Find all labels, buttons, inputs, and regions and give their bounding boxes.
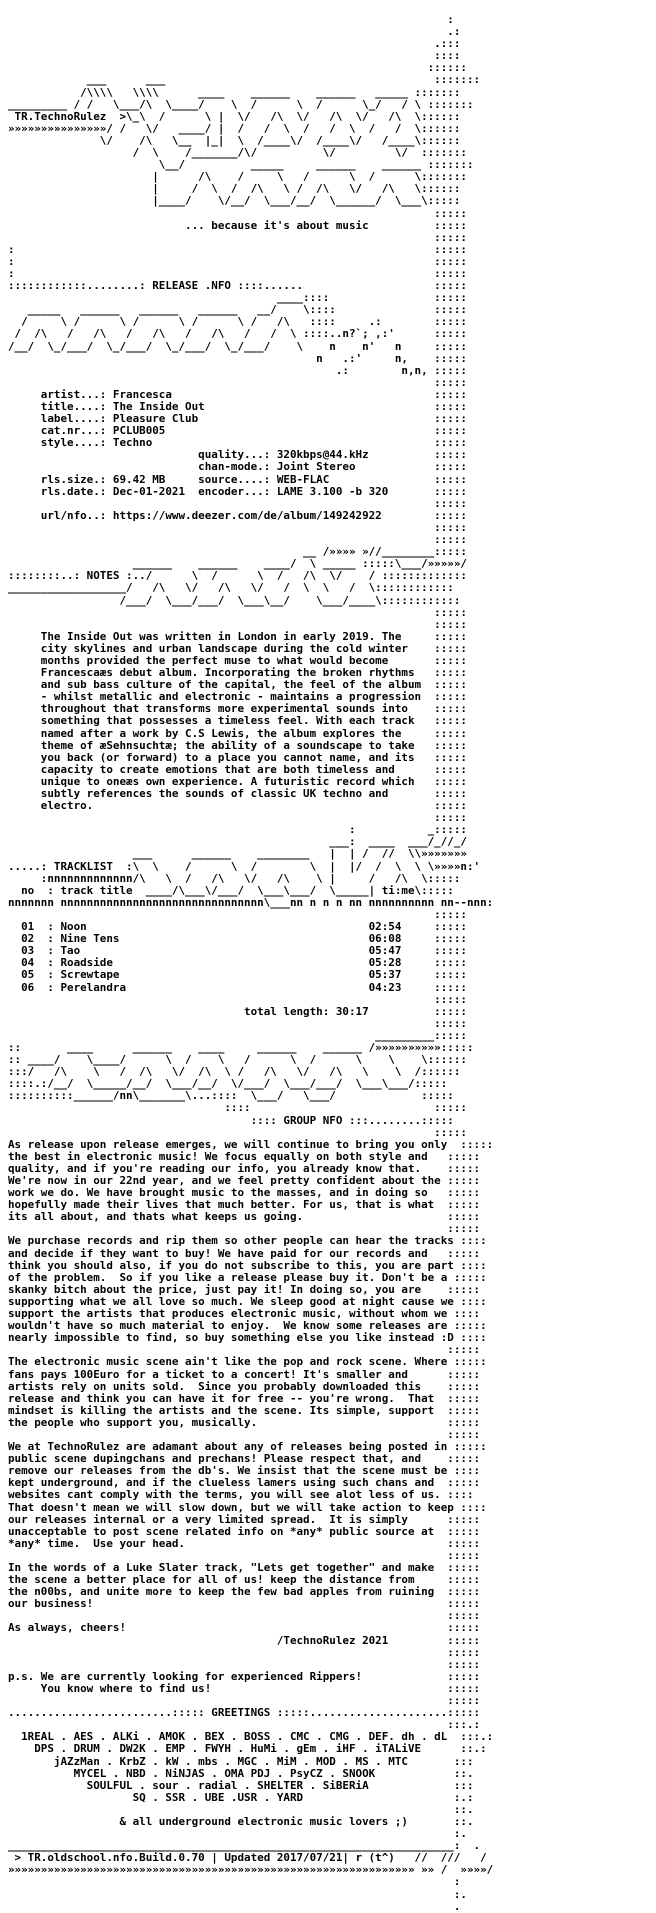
nfo-line: capacity to create emotions that are both timeless and ::::: — [8, 762, 467, 776]
nfo-line: ___ ______ ________ | | / // \\»»»»»»» — [8, 847, 467, 861]
nfo-line: ::::: — [8, 375, 467, 389]
nfo-line: our business! ::::: — [8, 1597, 481, 1611]
nfo-line: ::::: — [8, 496, 467, 510]
nfo-line: title....: The Inside Out ::::: — [8, 400, 467, 413]
nfo-line: 01 : Noon 02:54 ::::: — [8, 920, 467, 934]
nfo-line: hopefully made their lives that much better. For us, that is what ::::: — [8, 1198, 481, 1212]
nfo-line: TR.TechnoRulez >\_\ / \ | \/ /\ \/ /\ \/ /\ \:::::: — [8, 109, 461, 123]
nfo-line: jAZzMan . KrbZ . kW . mbs . MGC . MiM . MOD . MS . MTC ::: — [8, 1754, 474, 1768]
nfo-line: the n00bs, and unite more to keep the few bad apples from ruining ::::: — [8, 1585, 481, 1599]
nfo-line: ::::: — [8, 811, 467, 825]
nfo-line: : _::::: — [8, 823, 467, 837]
nfo-line: cat.nr...: PCLUB005 ::::: — [8, 424, 467, 438]
nfo-line: ::::: — [8, 1694, 481, 1708]
nfo-line: nearly impossible to find, so buy something else you like instead :D :::: — [8, 1331, 487, 1345]
nfo-line: .: — [8, 25, 461, 39]
nfo-line: MYCEL . NBD . NiNJAS . OMA PDJ . PsyCZ . SNOOK ::. — [8, 1766, 474, 1780]
nfo-line: ::::: — [8, 1125, 467, 1139]
nfo-line: chan-mode.: Joint Stereo ::::: — [8, 460, 467, 474]
nfo-line: : ::::: — [8, 242, 467, 256]
nfo-line: public scene dupingchans and prechans! Please respect that, and ::::: — [8, 1452, 481, 1466]
nfo-line: Francescaæs debut album. Incorporating the broken rhythms ::::: — [8, 666, 467, 680]
nfo-line: :::: ::::: — [8, 1101, 467, 1115]
nfo-line: As release upon release emerges, we will continue to bring you only ::::: — [8, 1137, 494, 1151]
nfo-line: \__/ _____ ______ ______ ::::::: — [8, 158, 474, 172]
nfo-line: fans pays 100Euro for a ticket to a concert! It's smaller and ::::: — [8, 1367, 481, 1381]
nfo-line: ::::.:/__/ \_____/__/ \___/__/ \/___/ \___/___/ \___\___/::::: — [8, 1077, 448, 1091]
nfo-line: total length: 30:17 ::::: — [8, 1004, 467, 1018]
nfo-line: ::::: — [8, 1222, 481, 1236]
nfo-line: support the artists that produces electronic music, without whom we :::: — [8, 1307, 481, 1321]
nfo-line: 03 : Tao 05:47 ::::: — [8, 944, 467, 958]
nfo-line: :: ____ ______ ____ ______ ______ /»»»»»»»»»»::::: — [8, 1040, 474, 1054]
nfo-line: ::::::::::______/nn\_______\...:::: \___/ \___/ ::::: — [8, 1089, 454, 1103]
nfo-line: quality, and if you're reading our info, you already know that. ::::: — [8, 1161, 481, 1175]
nfo-line: our releases internal or a very limited spread. It is simply ::::: — [8, 1512, 481, 1526]
nfo-line: / \ /_______/\/ \/ \/ ::::::: — [8, 146, 467, 160]
nfo-line: and decide if they want to buy! We have paid for our records and ::::: — [8, 1246, 481, 1260]
nfo-line: : ::::: — [8, 254, 467, 268]
nfo-line: named after a work by C.S Lewis, the album explores the ::::: — [8, 726, 467, 740]
nfo-line: rls.date.: Dec-01-2021 encoder...: LAME 3.100 -b 320 ::::: — [8, 484, 467, 498]
nfo-line: ::::: — [8, 617, 467, 631]
nfo-line: rls.size.: 69.42 MB source....: WEB-FLAC ::::: — [8, 472, 467, 486]
nfo-line: websites cant comply with the terms, you will see alot less of us. :::: — [8, 1488, 474, 1502]
nfo-line: ::::: — [8, 907, 467, 921]
nfo-line: 02 : Nine Tens 06:08 ::::: — [8, 932, 467, 946]
nfo-line: subtly references the sounds of classic UK techno and ::::: — [8, 787, 467, 800]
nfo-line: We're now in our 22nd year, and we feel pretty confident about the ::::: — [8, 1174, 481, 1187]
nfo-line: ___: ____ ___/_//_/ — [8, 835, 467, 849]
nfo-line: :. — [8, 1827, 467, 1841]
nfo-line: ______ ______ ____/ \ _____ :::::\___/»»»»»/ — [8, 557, 467, 571]
nfo-line: :::.: — [8, 1718, 481, 1732]
nfo-line: of the problem. So if you like a release please buy it. Don't be a ::::: — [8, 1270, 487, 1284]
nfo-line: You know where to find us! ::::: — [8, 1681, 481, 1695]
nfo-line: SOULFUL . sour . radial . SHELTER . SiBERiA ::: — [8, 1778, 474, 1792]
nfo-line: supporting what we all love so much. We sleep good at night cause we :::: — [8, 1294, 487, 1308]
nfo-line: the people who support you, musically. ::::: — [8, 1415, 481, 1429]
nfo-line: throughout that transforms more experimental sounds into ::::: — [8, 702, 467, 716]
nfo-line: :. — [8, 1887, 467, 1901]
nfo-line: :::: — [8, 49, 461, 63]
nfo-line: no : track title ____/\___\/___/ \___\___/ \_____| ti:me\::::: — [8, 883, 454, 897]
nfo-line: .: n,n, ::::: — [8, 363, 467, 377]
nfo-line: ::::: — [8, 533, 467, 547]
nfo-line: - whilst metallic and electronic - maintains a progression ::::: — [8, 690, 467, 704]
nfo-line: & all underground electronic music lovers ;) ::. — [8, 1814, 474, 1828]
nfo-line: ::. — [8, 1802, 474, 1816]
nfo-line: __________________/ /\ \/ /\ \/ / \ \ / \:::::::::::: — [8, 581, 454, 595]
nfo-line: .::: — [8, 37, 461, 51]
nfo-line: skanky bitch about the price, just pay it! In doing so, you are ::::: — [8, 1282, 481, 1296]
nfo-line: ::::: — [8, 1645, 481, 1659]
nfo-line: artists rely on units sold. Since you probably downloaded this ::::: — [8, 1379, 481, 1393]
nfo-line: | /\ / \ / \ / \::::::: — [8, 170, 467, 184]
nfo-line: »»»»»»»»»»»»»»»/ / \/ ____/ | / / \ / / \ / / \:::::: — [8, 121, 461, 135]
nfo-line: ::::: — [8, 1548, 481, 1562]
nfo-line: SQ . SSR . UBE .USR . YARD :.: — [8, 1790, 474, 1804]
nfo-line: ... because it's about music ::::: — [8, 218, 467, 232]
nfo-text — [8, 13, 648, 1913]
nfo-line: ::::: — [8, 1343, 481, 1357]
nfo-line: :nnnnnnnnnnnnn/\ \ / /\ \/ /\ \ | / /\ \::::: — [8, 871, 461, 885]
nfo-line: months provided the perfect muse to what would become ::::: — [8, 653, 467, 667]
nfo-line: mindset is killing the artists and the scene. Its simple, support ::::: — [8, 1403, 481, 1417]
nfo-line: ::::: — [8, 520, 467, 534]
nfo-line: The Inside Out was written in London in early 2019. The ::::: — [8, 629, 467, 643]
nfo-line: That doesn't mean we will slow down, but we will take action to keep :::: — [8, 1500, 487, 1514]
nfo-line: and sub bass culture of the capital, the feel of the album ::::: — [8, 678, 467, 692]
nfo-line: the best in electronic music! We focus equally on both style and ::::: — [8, 1149, 481, 1163]
nfo-line: quality...: 320kbps@44.kHz ::::: — [8, 448, 467, 462]
nfo-line: ::::: — [8, 605, 467, 619]
nfo-line: :::::: — [8, 61, 467, 75]
nfo-line: |____/ \/__/ \___/__/ \______/ \___\::::: — [8, 194, 461, 208]
nfo-line: /\\\\ \\\\ ____ ______ ______ _____ ::::::: — [8, 85, 461, 99]
nfo-line: ___ ___ ::::::: — [8, 73, 481, 87]
nfo-line: the scene a better place for all of us! keep the distance from ::::: — [8, 1573, 481, 1587]
nfo-line: / /\ / /\ / /\ / /\ / / \ ::::..n?`; ,:' ::::: — [8, 327, 467, 341]
nfo-line: p.s. We are currently looking for experienced Rippers! ::::: — [8, 1669, 481, 1683]
nfo-line: __ /»»»» »//________::::: — [8, 545, 467, 559]
nfo-line: »»»»»»»»»»»»»»»»»»»»»»»»»»»»»»»»»»»»»»»»»»»»»»»»»»»»»»»»»»»»»» »» / »»»»/ — [8, 1863, 494, 1877]
nfo-line: 1REAL . AES . ALKi . AMOK . BEX . BOSS . CMC . CMG . DEF. dh . dL :::.: — [8, 1730, 494, 1744]
nfo-line: you back (or forward) to a place you cannot name, and its ::::: — [8, 750, 467, 764]
nfo-line: kept underground, and if the clueless lamers using such chans and ::::: — [8, 1476, 481, 1490]
nfo-line: :::/ /\ \ / /\ \/ /\ \ / /\ \/ /\ \ \ /:::::: — [8, 1065, 461, 1079]
nfo-line: ____:::: ::::: — [8, 291, 467, 305]
nfo-line: url/nfo..: https://www.deezer.com/de/album/149242922 ::::: — [8, 508, 467, 522]
nfo-line: unacceptable to post scene related info on *any* public source at ::::: — [8, 1524, 481, 1538]
nfo-line: artist...: Francesca ::::: — [8, 387, 467, 401]
nfo-line: remove our releases from the db's. We insist that the scene must be :::: — [8, 1464, 481, 1478]
nfo-line: : — [8, 1875, 461, 1889]
nfo-line: /__/ \_/___/ \_/___/ \_/___/ \_/___/ \ n n' n ::::: — [8, 339, 467, 353]
nfo-line: ::::: — [8, 1609, 481, 1623]
nfo-line: something that possesses a timeless feel. With each track ::::: — [8, 714, 467, 728]
nfo-line: theme of æSehnsuchtæ; the ability of a soundscape to take ::::: — [8, 738, 467, 752]
nfo-line: /TechnoRulez 2021 ::::: — [8, 1633, 481, 1647]
nfo-line: :: ____/ \____/ \ / \ / \ / \ \ \:::::: — [8, 1053, 467, 1067]
nfo-line: 04 : Roadside 05:28 ::::: — [8, 956, 467, 970]
nfo-line: ____________________________________________________________________: . — [8, 1839, 481, 1853]
nfo-line: / \ / \ / \ / \ / /\ :::: .: ::::: — [8, 315, 467, 329]
nfo-line: *any* time. Use your head. ::::: — [8, 1536, 481, 1550]
nfo-line: We at TechnoRulez are adamant about any of releases being posted in ::::: — [8, 1440, 487, 1454]
nfo-line: ::::: — [8, 206, 467, 220]
nfo-line: electro. ::::: — [8, 799, 467, 813]
nfo-line: ::::: — [8, 992, 467, 1006]
nfo-line: n .:' n, ::::: — [8, 351, 467, 365]
nfo-line: city skylines and urban landscape during the cold winter ::::: — [8, 641, 467, 655]
nfo-line: think you should also, if you do not subscribe to this, you are part :::: — [8, 1258, 487, 1272]
nfo-line: . — [8, 1899, 461, 1913]
nfo-line: ::::: — [8, 1016, 467, 1030]
nfo-line: work we do. We have brought music to the masses, and in doing so ::::: — [8, 1186, 481, 1200]
nfo-line: release and think you can have it for free -- you're wrong. That ::::: — [8, 1391, 481, 1405]
nfo-line: _________ / / \___/\ \____/ \ / \ / \_/ / \ ::::::: — [8, 97, 474, 111]
nfo-line: In the words of a Luke Slater track, "Lets get together" and make ::::: — [8, 1561, 481, 1574]
nfo-line: /___/ \___/___/ \___\__/ \___/____\:::::::::::: — [8, 593, 461, 607]
nfo-line: its all about, and thats what keeps us going. ::::: — [8, 1210, 481, 1224]
nfo-line: .........................::::: GREETINGS :::::.....................::::: — [8, 1706, 481, 1720]
nfo-line: DPS . DRUM . DW2K . EMP . FWYH . HuMi . gEm . iHF . iTALiVE ::.: — [8, 1742, 487, 1756]
nfo-line: style....: Techno ::::: — [8, 436, 467, 450]
nfo-line: The electronic music scene ain't like the pop and rock scene. Where ::::: — [8, 1355, 487, 1369]
nfo-line: :::: GROUP NFO :::........::::: — [8, 1113, 454, 1127]
nfo-line: _________::::: — [8, 1028, 467, 1042]
nfo-line: label....: Pleasure Club ::::: — [8, 412, 467, 426]
nfo-line: : ::::: — [8, 266, 467, 280]
nfo-line: ::::: — [8, 1427, 481, 1441]
nfo-line: ::::::::::::........: RELEASE .NFO ::::...... ::::: — [8, 279, 467, 293]
nfo-line: \/ /\ \__ |_| \ /____\/ /____\/ /____\:::::: — [8, 133, 461, 147]
nfo-line: As always, cheers! ::::: — [8, 1621, 481, 1635]
nfo-line: ::::: — [8, 230, 467, 244]
nfo-line: _____ ______ ______ ______ __/ \:::: ::::: — [8, 303, 467, 317]
nfo-line: 06 : Perelandra 04:23 ::::: — [8, 980, 467, 994]
nfo-line: unique to oneæs own experience. A futuristic record which ::::: — [8, 774, 467, 788]
nfo-line: .....: TRACKLIST :\ \ / \ / \ | |/ / \ \ \»»»»n:' — [8, 859, 481, 873]
nfo-line: nnnnnnn nnnnnnnnnnnnnnnnnnnnnnnnnnnnnnn\___nn n n n nn nnnnnnnnnn nn--nnn: — [8, 895, 494, 909]
nfo-line: 05 : Screwtape 05:37 ::::: — [8, 968, 467, 982]
nfo-line: wouldn't have so much material to enjoy. We know some releases are ::::: — [8, 1319, 487, 1333]
nfo-line: ::::: — [8, 1657, 481, 1671]
nfo-line: We purchase records and rip them so other people can hear the tracks :::: — [8, 1234, 487, 1248]
nfo-line: > TR.oldschool.nfo.Build.0.70 | Updated 2017/07/21| r (t^) // /// / — [8, 1851, 487, 1865]
nfo-line: : — [8, 13, 454, 26]
nfo-line: ::::::::..: NOTES :../ \ / \ / /\ \/ / ::::::::::::: — [8, 569, 467, 583]
nfo-line: | / \ / /\ \ / /\ \/ /\ \:::::: — [8, 182, 461, 196]
